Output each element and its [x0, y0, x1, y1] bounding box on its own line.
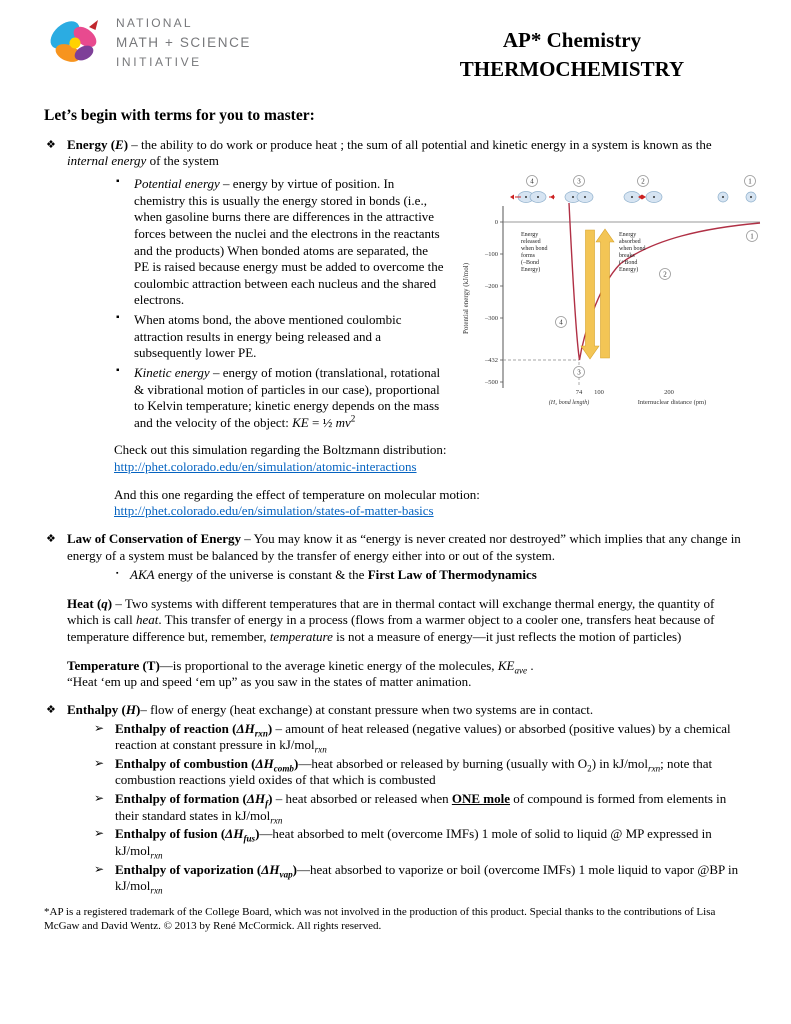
atom-marker-1: 1: [748, 177, 752, 186]
org-name-line2: MATH + SCIENCE: [116, 35, 252, 51]
temperature-text: Temperature (T)—is proportional to the average kinetic energy of the molecules, $KE_{ave}$ .: [67, 657, 534, 676]
enthalpy-combustion-item: [93, 756, 747, 789]
energy-definition-text: Energy (E) – the ability to do work or produce heat ; the sum of all potential and kinetic energy in a system is known as the internal energy of the system: [67, 136, 712, 169]
released-line1: Energy: [521, 232, 539, 239]
enthalpy-sublist: [93, 721, 747, 895]
curve-marker-2: 2: [663, 270, 667, 279]
atom-marker-3: 3: [577, 177, 581, 186]
document-content: [44, 106, 754, 933]
doc-title-line1: AP* Chemistry: [502, 28, 642, 52]
arrow-bullet-icon: ➢: [94, 826, 105, 841]
curve-marker-4: 4: [559, 318, 563, 327]
curve-marker-3: 3: [577, 368, 581, 377]
enthalpy-fusion-text: Enthalpy of fusion $(\Delta H_{fus})—heat$ absorbed to melt (overcome IMFs) 1 mole of solid to liquid @ MP expressed in kJ/mol$_{rxn}$: [115, 826, 712, 861]
org-name-line3: INITIATIVE: [116, 54, 202, 69]
nmsi-logo: [44, 14, 106, 72]
enthalpy-combustion-text: Enthalpy of combustion $(\Delta H_{comb})—heat$ absorbed or released by burning (usually with $O_2$) in kJ/mol$_{rxn}$; note that combustion reactions yield oxides of that which is combusted: [115, 755, 713, 788]
released-line3: when bond: [521, 246, 548, 253]
absorbed-line4: breaks: [619, 253, 635, 260]
small-bullet-icon: ▪: [116, 569, 119, 578]
org-name: [116, 16, 251, 70]
conservation-definition: [44, 531, 747, 564]
document-header: [44, 12, 747, 90]
atom-marker-4: 4: [530, 177, 534, 186]
enthalpy-definition: [44, 702, 747, 895]
enthalpy-reaction-text: Enthalpy of reaction $(\Delta H_{rxn})$ – amount of heat released (negative values) or absorbed (positive values) by a chemical reaction at constant pressure in kJ/mol$_{rxn}$: [115, 720, 731, 755]
enthalpy-reaction-item: [93, 721, 747, 754]
arrow-bullet-icon: ➢: [94, 720, 105, 735]
y-axis-label: Potential energy (kJ/mol): [462, 263, 470, 335]
released-line6: Energy): [521, 267, 541, 274]
bonding-item: [112, 312, 747, 365]
x-tick-200: 200: [664, 389, 674, 397]
boltzmann-link-block: [114, 442, 747, 475]
enthalpy-vaporization-text: Enthalpy of vaporization $(\Delta H_{vap})—heat$ absorbed to vaporize or boil (overcome IMFs) 1 mole liquid to vapor @BP in kJ/mol$_{rxn}$: [115, 861, 739, 896]
phet-atomic-interactions-link[interactable]: http://phet.colorado.edu/en/simulation/atomic-interactions: [114, 459, 417, 475]
absorbed-line1: Energy: [619, 232, 637, 239]
footer-text: *AP is a registered trademark of the College Board, which was not involved in the production of this product. Special thanks to the contributions of Lisa McGaw and David Wentz. © 2013 by René McCormick. All rights reserved.: [44, 905, 716, 933]
document-title: [407, 26, 737, 85]
y-tick-300: –300: [485, 315, 498, 323]
arrow-bullet-icon: ➢: [94, 791, 105, 806]
y-tick-0: 0: [494, 219, 498, 227]
square-bullet-icon: ▪: [116, 312, 120, 324]
states-link-block: [114, 487, 747, 520]
energy-definition: [44, 137, 747, 170]
bond-length-note: (H₂ bond length): [548, 400, 590, 407]
kinetic-energy-item: [112, 365, 747, 432]
heat-definition: [67, 596, 747, 646]
doc-title-line2: THERMOCHEMISTRY: [459, 57, 685, 82]
intro-heading: Let’s begin with terms for you to master:: [44, 107, 315, 124]
square-bullet-icon: ▪: [116, 364, 120, 376]
org-name-line1: NATIONAL: [116, 16, 193, 30]
potential-energy-item: [112, 176, 747, 309]
x-tick-74: 74: [575, 389, 583, 397]
aka-text: AKA energy of the universe is constant & the First Law of Thermodynamics: [130, 567, 537, 583]
x-tick-100: 100: [594, 389, 604, 397]
enthalpy-formation-item: [93, 791, 747, 824]
released-line4: forms: [521, 253, 535, 260]
phet-states-of-matter-link[interactable]: http://phet.colorado.edu/en/simulation/states-of-matter-basics: [114, 503, 434, 519]
diamond-bullet-icon: ❖: [46, 703, 56, 716]
absorbed-line6: Energy): [619, 267, 639, 274]
motion-lead: And this one regarding the effect of temperature on molecular motion:: [114, 486, 480, 502]
released-line5: (–Bond: [521, 260, 539, 267]
atom-marker-2: 2: [641, 177, 645, 186]
absorbed-line5: (+Bond: [619, 260, 638, 267]
temperature-text-line2: “Heat ‘em up and speed ‘em up” as you saw in the states of matter animation.: [67, 674, 472, 690]
heat-text: Heat (q) – Two systems with different temperatures that are in thermal contact will exchange thermal energy, the quantity of which is call heat. This transfer of energy in a process (flows from a warmer object to a cooler one, transfers heat because of temperature difference but, remember, temperature is not a measure of energy—it just reflects the motion of particles): [67, 595, 715, 645]
conservation-text: Law of Conservation of Energy – You may know it as “energy is never created nor destroyed” which implies that any change in energy of a system must be balanced by the transfer of energy either into or out of the system.: [67, 530, 741, 563]
boltzmann-lead: Check out this simulation regarding the Boltzmann distribution:: [114, 442, 447, 458]
absorbed-line2: absorbed: [619, 239, 641, 246]
energy-sublist: [112, 176, 747, 431]
enthalpy-fusion-item: [93, 826, 747, 859]
enthalpy-text: Enthalpy (H)– flow of energy (heat exchange) at constant pressure when two systems are in contact.: [67, 701, 594, 717]
diamond-bullet-icon: ❖: [46, 138, 56, 151]
square-bullet-icon: ▪: [116, 176, 120, 188]
enthalpy-formation-text: Enthalpy of formation $(\Delta H_f)$ – heat absorbed or released when ONE mole of compound is formed from elements in their standard states in kJ/mol$_{rxn}$: [115, 791, 727, 826]
y-tick-200: –200: [485, 283, 498, 291]
potential-energy-text: Potential energy – energy by virtue of position. In chemistry this is usually the energy stored in bonds (i.e., when gasoline burns there are differences in the attractive forces between the nuclei and the electrons in the reactants and the products) When bonded atoms are separated, the PE is raised because energy must be added to overcome the coulombic attraction between each nucleus and the shared electrons.: [134, 176, 444, 308]
absorbed-line3: when bond: [619, 246, 646, 253]
arrow-bullet-icon: ➢: [94, 755, 105, 770]
y-tick-100: –100: [485, 251, 498, 259]
released-line2: released: [521, 239, 541, 246]
temperature-definition: [67, 658, 747, 691]
bonding-text: When atoms bond, the above mentioned coulombic attraction results in energy being released and a subsequently lower PE.: [134, 312, 402, 361]
curve-marker-1: 1: [750, 232, 754, 241]
diamond-bullet-icon: ❖: [46, 532, 56, 545]
kinetic-energy-text: Kinetic energy – energy of motion (translational, rotational & vibrational motion of particles in our case), proportional to Kelvin temperature; kinetic energy depends on the mass and the velocity of the object: KE = ½ $mv^2$: [134, 364, 441, 430]
x-axis-label: Internuclear distance (pm): [637, 399, 707, 407]
y-tick-432: –432: [485, 357, 498, 365]
arrow-bullet-icon: ➢: [94, 861, 105, 876]
y-tick-500: –500: [485, 379, 498, 387]
aka-item: [114, 567, 747, 584]
enthalpy-vaporization-item: [93, 862, 747, 895]
